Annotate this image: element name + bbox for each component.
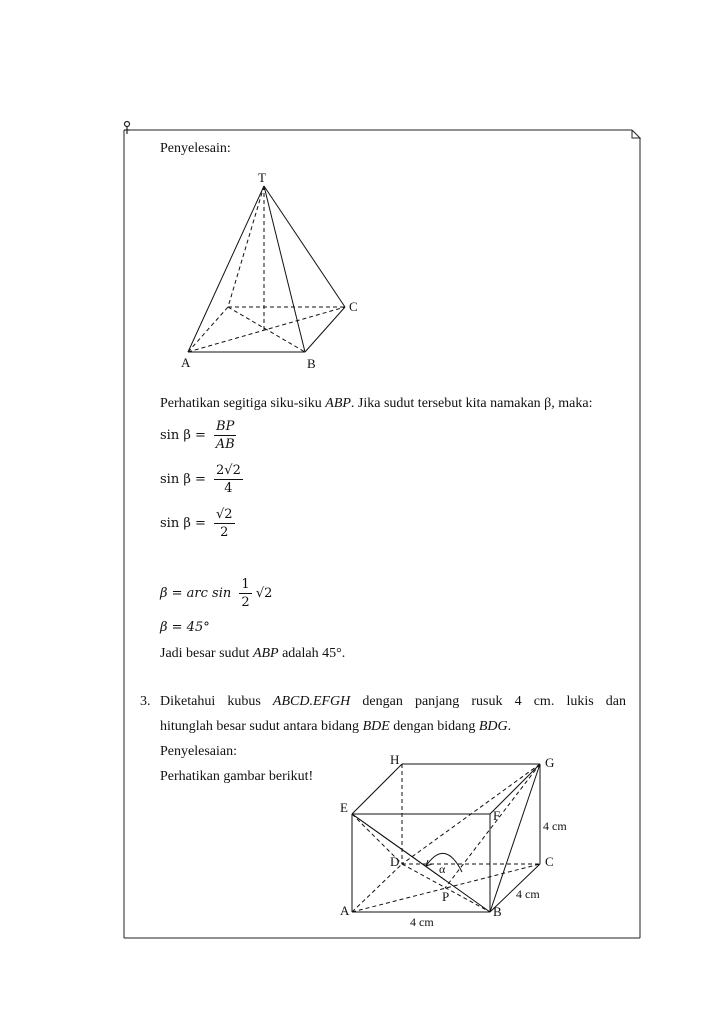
edge-length-right: 4 cm: [543, 819, 567, 833]
solution-label: Penyelesaian:: [160, 744, 237, 759]
equation-2: sin β = $\frac{2√2}{4}$: [160, 463, 241, 496]
vertex-label-F: F: [493, 808, 501, 823]
equation-3: sin β = $\frac{√2}{2}$: [160, 507, 233, 540]
vertex-label-A: A: [181, 355, 191, 370]
line-GP: [445, 764, 540, 888]
edge-EH: [352, 764, 402, 814]
vertex-label-C: C: [545, 854, 554, 869]
vertex-label-H: H: [390, 752, 400, 767]
edge-length-depth: 4 cm: [516, 887, 540, 901]
conclusion-text: Jadi besar sudut ABP adalah 45°.: [160, 646, 346, 661]
vertex-label-B: B: [493, 904, 502, 919]
section-heading: Penyelesain:: [160, 141, 231, 156]
explanation-text: Perhatikan segitiga siku-siku ABP. Jika sudut tersebut kita namakan β, maka:: [160, 396, 593, 411]
vertex-label-E: E: [340, 800, 348, 815]
angle-label-alpha: α: [439, 862, 446, 876]
instruction-text: Perhatikan gambar berikut!: [160, 769, 314, 784]
equation-result: β = 45°: [160, 620, 210, 635]
problem-number: 3.: [140, 694, 151, 709]
edge-AD: [352, 864, 402, 912]
vertex-label-T: T: [258, 170, 266, 185]
edge-FG: [490, 764, 540, 814]
point-label-P: P: [442, 889, 450, 904]
equation-1: sin β = $\frac{BP}{AB}$: [160, 419, 235, 452]
vertex-label-G: G: [545, 755, 555, 770]
problem-line-2: hitunglah besar sudut antara bidang BDE dengan bidang BDG.: [160, 719, 512, 734]
edge-length-bottom: 4 cm: [410, 915, 434, 929]
vertex-label-B: B: [307, 356, 316, 371]
problem-line-1: Diketahui kubus ABCD.EFGH dengan panjang rusuk 4 cm. lukis dan: [160, 694, 626, 709]
diagonal-DB: [402, 864, 490, 912]
equation-arc: β = arc sin $\frac{1}{2}$ √2: [160, 577, 273, 610]
vertex-label-A: A: [340, 903, 350, 918]
vertex-label-D: D: [390, 854, 400, 869]
vertex-label-C: C: [349, 299, 358, 314]
line-EP: [352, 814, 445, 880]
